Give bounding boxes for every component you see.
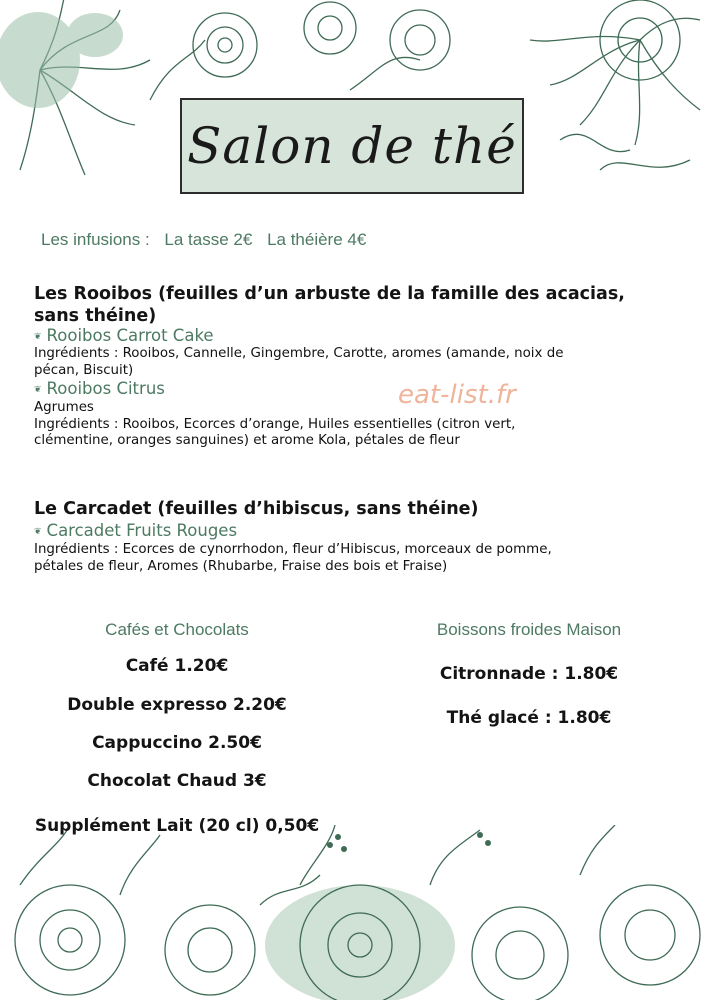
title-box [180,98,524,194]
watermark: eat-list.fr [398,380,516,410]
carcadet-section-title: Le Carcadet (feuilles d’hibiscus, sans théine) [34,499,479,519]
menu-item-ingredients: Ingrédients : Rooibos, Cannelle, Gingembre, Carotte, aromes (amande, noix de pécan, Biscuit) [34,346,564,378]
leaf-bullet-icon: ❦ [34,527,42,537]
drink-item: Cappuccino 2.50€ [92,733,262,753]
leaf-bullet-icon: ❦ [34,332,42,342]
floral-decoration-bottom [0,825,707,1000]
drink-item: Thé glacé : 1.80€ [446,708,612,728]
cold-drinks-column-title: Boissons froides Maison [436,620,622,639]
rooibos-section-title: Les Rooibos (feuilles d’un arbuste de la famille des acacias, sans théine) [34,284,625,326]
leaf-bullet-icon: ❦ [34,385,42,395]
drink-item: Chocolat Chaud 3€ [87,771,267,791]
menu-item-name: ❦ Rooibos Citrus [34,379,165,398]
menu-item-name: ❦ Rooibos Carrot Cake [34,326,214,345]
menu-item-ingredients: Ingrédients : Ecorces de cynorrhodon, fleur d’Hibiscus, morceaux de pomme, pétales de fleur, Aromes (Rhubarbe, Fraise des bois et Fraise) [34,542,552,574]
drink-item: Citronnade : 1.80€ [439,664,619,684]
cafes-column-title: Cafés et Chocolats [105,620,249,639]
drink-item: Double expresso 2.20€ [67,695,287,715]
drink-item: Café 1.20€ [125,656,229,676]
infusions-pot-price: La théière 4€ [267,230,367,249]
infusions-cup-price: La tasse 2€ [164,230,253,249]
infusions-label: Les infusions : [41,230,150,249]
page-title: Salon de thé [187,117,517,175]
drink-item: Supplément Lait (20 cl) 0,50€ [34,816,320,836]
menu-item-ingredients: Agrumes Ingrédients : Rooibos, Ecorces d’orange, Huiles essentielles (citron vert, clémentine, oranges sanguines) et arome Kola, pétales de fleur [34,400,516,448]
infusions-pricing [41,230,366,250]
menu-item-name: ❦ Carcadet Fruits Rouges [34,521,238,540]
